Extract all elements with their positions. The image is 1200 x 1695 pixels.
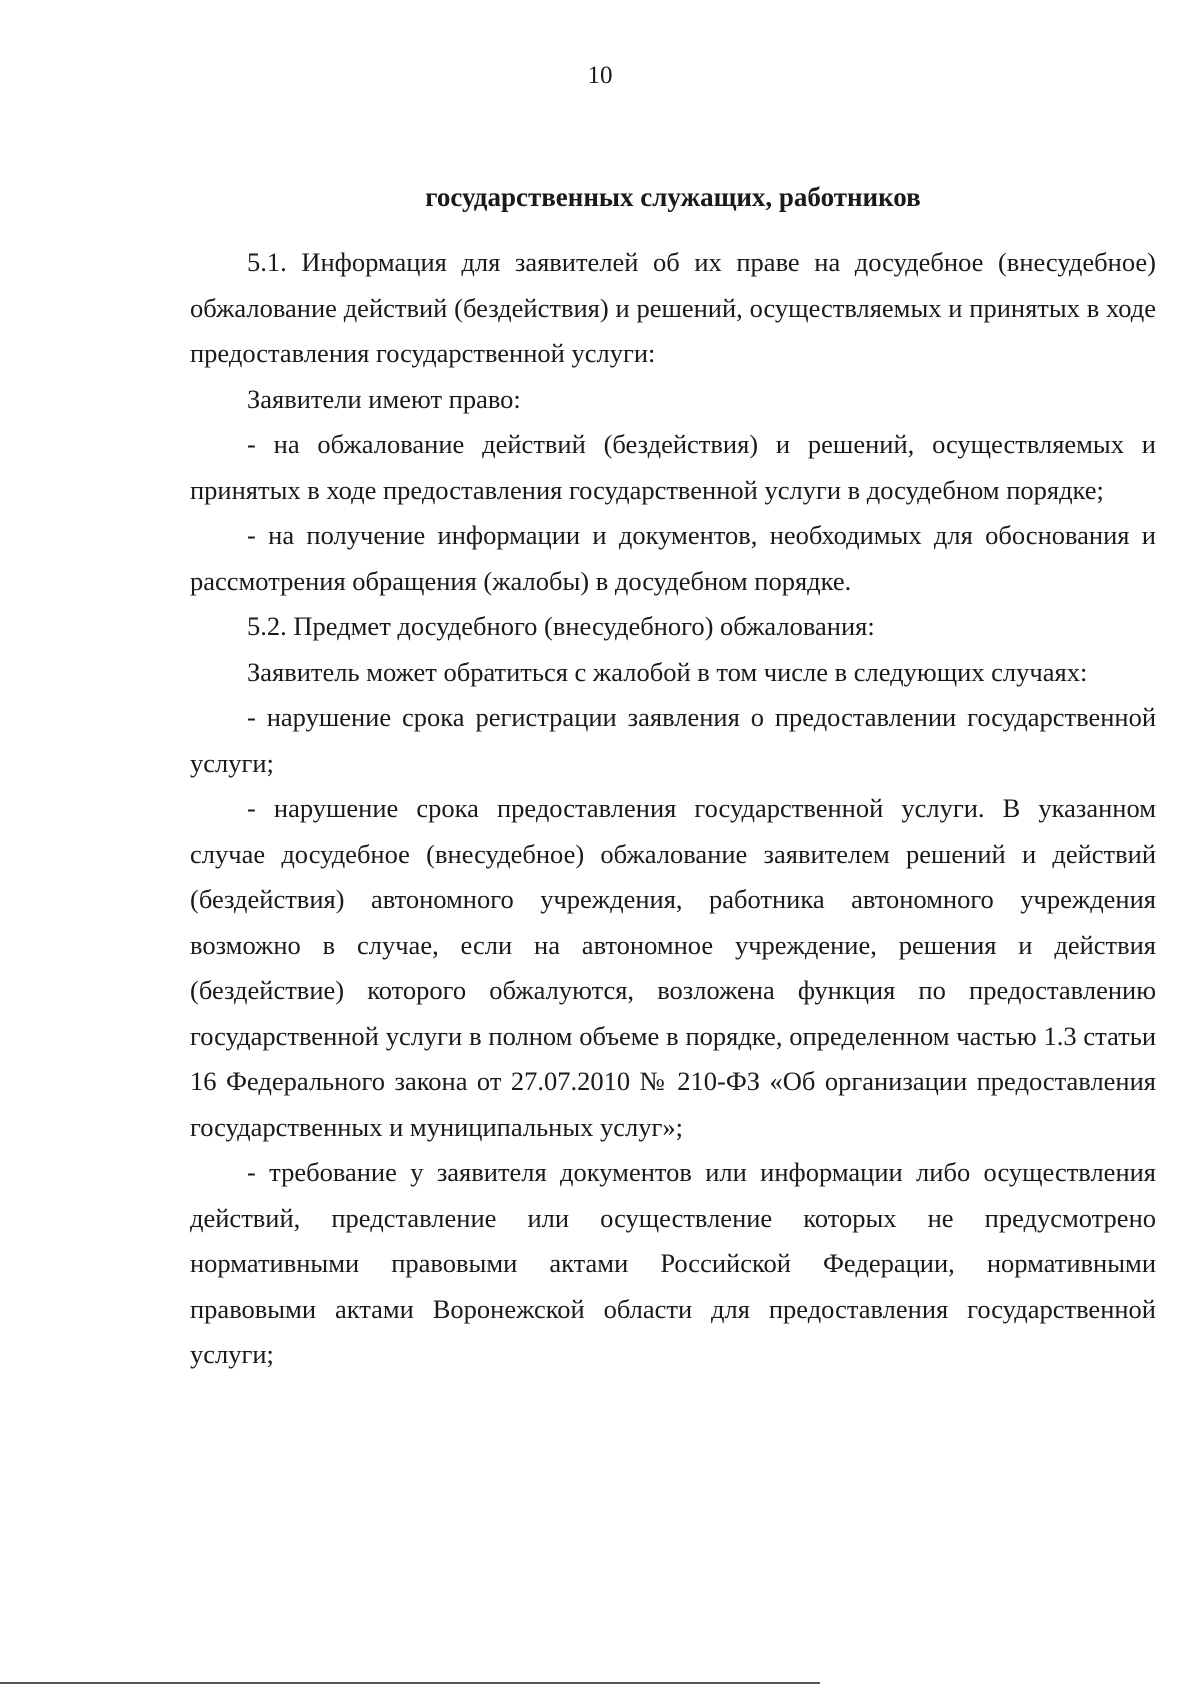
page-number: 10 [587,62,613,89]
paragraph-deadline-violation: - нарушение срока предоставления государственной услуги. В указанном случае досудебное (внесудебное) обжалование заявителем решений и действий (бездействия) автономного учреждения, работника автономного учреждения возможно в случае, если на автономное учреждение, решения и действия (бездействие) которого обжалуются, возложена функция по предоставлению государственной услуги в полном объеме в порядке, определенном частью 1.3 статьи 16 Федерального закона от 27.07.2010 № 210-ФЗ «Об организации предоставления государственных и муниципальных услуг»; [190,793,1156,1142]
paragraph-registration-violation: - нарушение срока регистрации заявления о предоставлении государственной услуги; [190,702,1156,778]
paragraph-complaint-cases: Заявитель может обратиться с жалобой в том числе в следующих случаях: [247,656,1088,687]
section-title: государственных служащих, работников [425,182,921,212]
bottom-rule [0,1682,820,1684]
paragraph-5-2: 5.2. Предмет досудебного (внесудебного) обжалования: [247,611,875,641]
paragraph-right-information: - на получение информации и документов, необходимых для обоснования и рассмотрения обращения (жалобы) в досудебном порядке. [190,520,1156,596]
paragraph-document-requirement: - требование у заявителя документов или информации либо осуществления действий, представление или осуществление которых не предусмотрено нормативными правовыми актами Российской Федерации, нормативными правовыми актами Воронежской области для предоставления государственной услуги; [190,1157,1156,1369]
document-body [190,240,1156,1378]
paragraph-right-appeal: - на обжалование действий (бездействия) и решений, осуществляемых и принятых в ходе предоставления государственной услуги в досудебном порядке; [190,429,1156,505]
paragraph-5-1: 5.1. Информация для заявителей об их праве на досудебное (внесудебное) обжалование действий (бездействия) и решений, осуществляемых и принятых в ходе предоставления государственной услуги: [190,247,1156,368]
paragraph-applicants-rights: Заявители имеют право: [247,383,521,414]
